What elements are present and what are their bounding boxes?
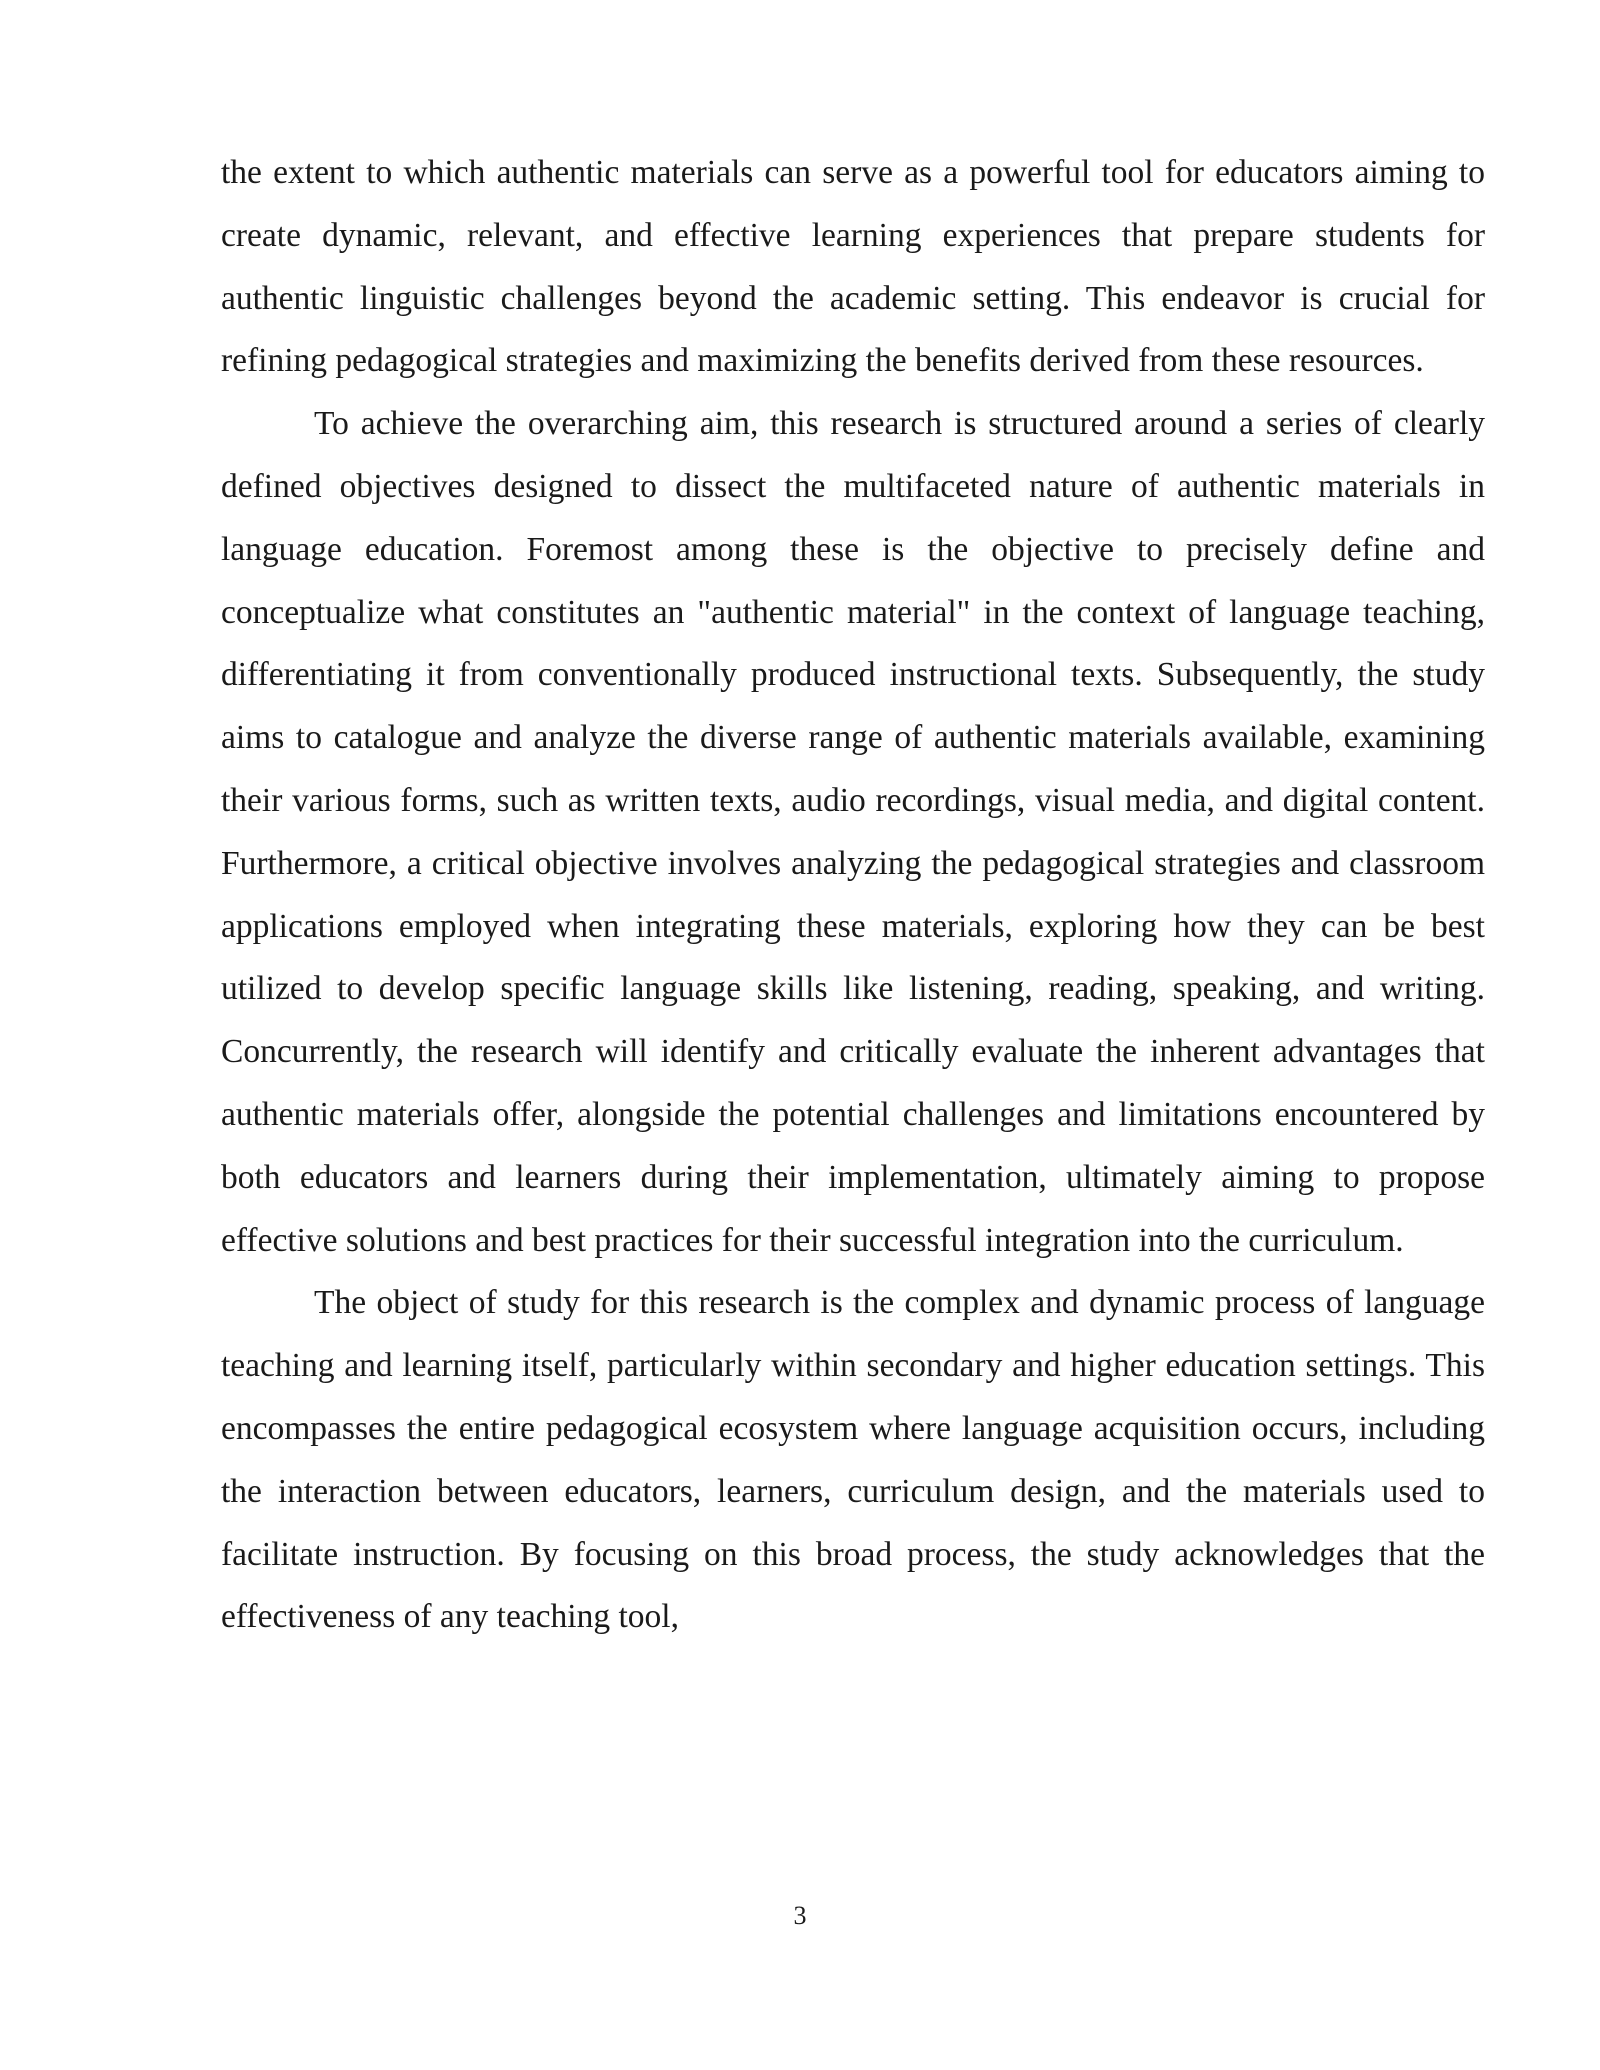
- page-number: 3: [793, 1901, 807, 1930]
- paragraph-object-of-study: The object of study for this research is the complex and dynamic process of language teaching and learning itself, particularly within secondary and higher education settings. This encompasses the entire pedagogical ecosystem where language acquisition occurs, including the interaction between educators, learners, curriculum design, and the materials used to facilitate instruction. By focusing on this broad process, the study acknowledges that the effectiveness of any teaching tool,: [221, 1284, 1485, 1636]
- paragraph-objectives: To achieve the overarching aim, this research is structured around a series of clearly defined objectives designed to dissect the multifaceted nature of authentic materials in language education. Foremost among these is the objective to precisely define and conceptualize what constitutes an "authentic material" in the context of language teaching, differentiating it from conventionally produced instructional texts. Subsequently, the study aims to catalogue and analyze the diverse range of authentic materials available, examining their various forms, such as written texts, audio recordings, visual media, and digital content. Furthermore, a critical objective involves analyzing the pedagogical strategies and classroom applications employed when integrating these materials, exploring how they can be best utilized to develop specific language skills like listening, reading, speaking, and writing. Concurrently, the research will identify and critically evaluate the inherent advantages that authentic materials offer, alongside the potential challenges and limitations encountered by both educators and learners during their implementation, ultimately aiming to propose effective solutions and best practices for their successful integration into the curriculum.: [221, 405, 1485, 1259]
- paragraph-continuation: the extent to which authentic materials can serve as a powerful tool for educators aiming to create dynamic, relevant, and effective learning experiences that prepare students for authentic linguistic challenges beyond the academic setting. This endeavor is crucial for refining pedagogical strategies and maximizing the benefits derived from these resources.: [221, 154, 1485, 380]
- body-text: [221, 142, 1485, 1649]
